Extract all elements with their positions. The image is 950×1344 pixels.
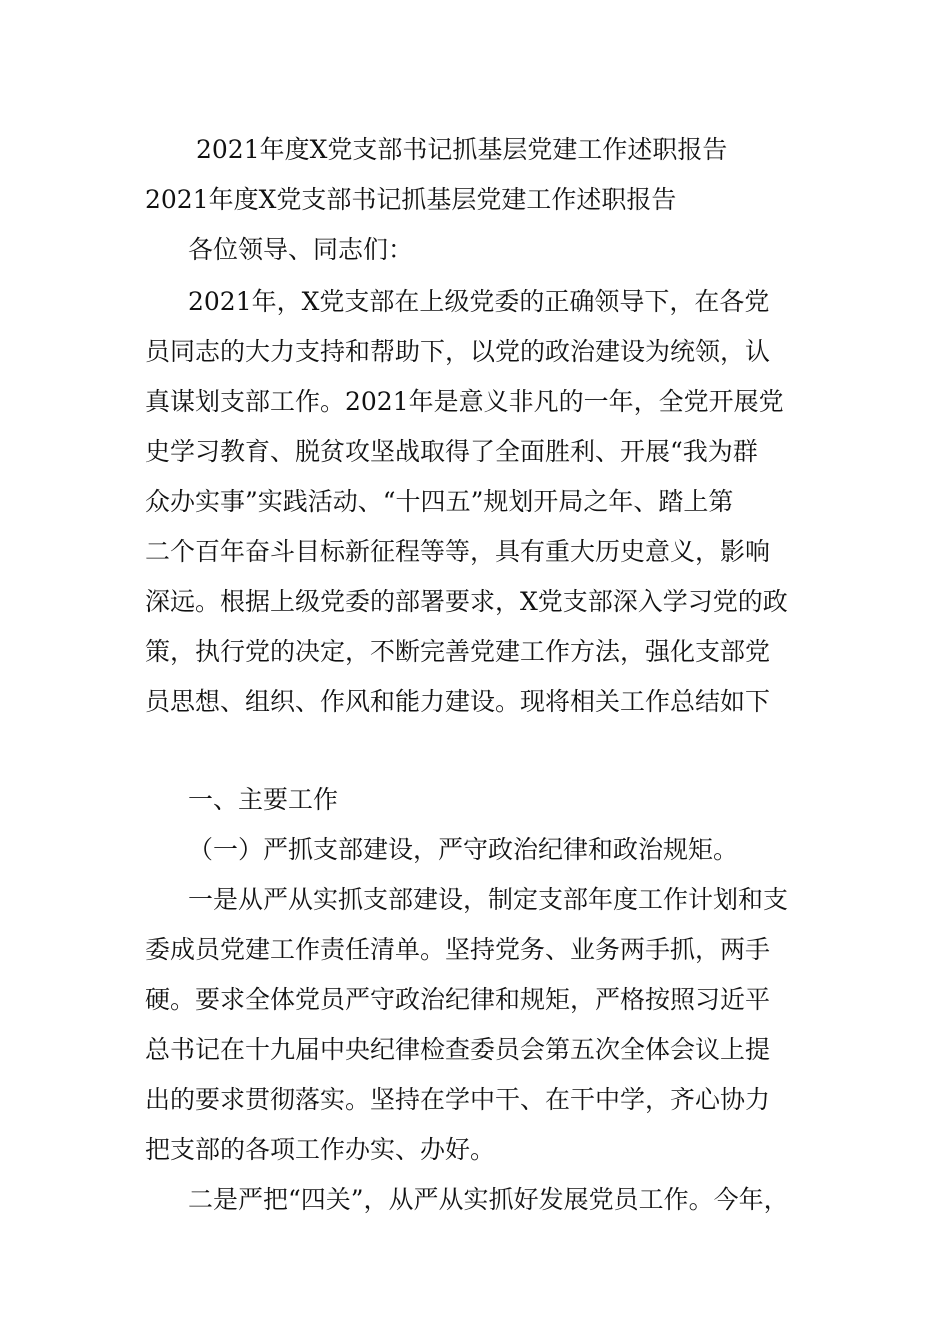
document-title: 2021年度X党支部书记抓基层党建工作述职报告 [145,185,677,214]
document-title-centered: 2021年度X党支部书记抓基层党建工作述职报告 [196,135,728,164]
paragraph-line: 二是严把“四关”，从严从实抓好发展党员工作。今年， [188,1185,789,1214]
paragraph-line: 众办实事”实践活动、“十四五”规划开局之年、踏上第 [145,487,734,516]
paragraph-line: 深远。根据上级党委的部署要求，X党支部深入学习党的政 [145,587,788,616]
paragraph-line: 一是从严从实抓支部建设，制定支部年度工作计划和支 [188,885,789,914]
salutation: 各位领导、同志们： [188,235,414,264]
paragraph-line: 真谋划支部工作。2021年是意义非凡的一年，全党开展党 [145,387,784,416]
paragraph-line: 把支部的各项工作办实、办好。 [145,1135,496,1164]
paragraph-line: 出的要求贯彻落实。坚持在学中干、在干中学，齐心协力 [145,1085,771,1114]
paragraph-line: 史学习教育、脱贫攻坚战取得了全面胜利、开展“我为群 [145,437,758,466]
paragraph-line: 硬。要求全体党员严守政治纪律和规矩，严格按照习近平 [145,985,771,1014]
subsection-heading: （一）严抓支部建设，严守政治纪律和政治规矩。 [188,835,739,864]
paragraph-line: 委成员党建工作责任清单。坚持党务、业务两手抓，两手 [145,935,771,964]
paragraph-line: 员同志的大力支持和帮助下，以党的政治建设为统领，认 [145,337,771,366]
paragraph-line: 策，执行党的决定，不断完善党建工作方法，强化支部党 [145,637,771,666]
paragraph-line: 2021年，X党支部在上级党委的正确领导下，在各党 [188,287,770,316]
paragraph-line: 二个百年奋斗目标新征程等等，具有重大历史意义，影响 [145,537,771,566]
section-heading: 一、主要工作 [188,785,339,814]
paragraph-line: 员思想、组织、作风和能力建设。现将相关工作总结如下 [145,687,771,716]
paragraph-line: 总书记在十九届中央纪律检查委员会第五次全体会议上提 [145,1035,771,1064]
